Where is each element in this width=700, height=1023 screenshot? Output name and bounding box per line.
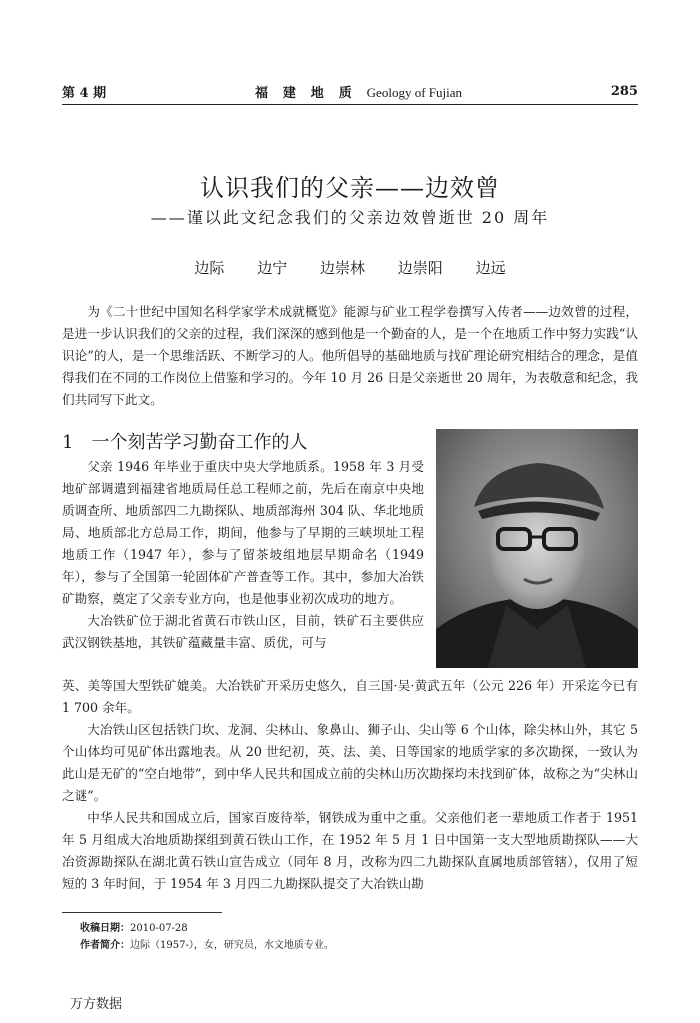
journal-name	[255, 82, 462, 101]
running-header	[62, 82, 638, 101]
author-name: 边际	[194, 259, 225, 277]
issue-label: 第 4 期	[62, 86, 107, 101]
author-name: 边崇林	[319, 259, 365, 277]
left-column-text	[62, 456, 424, 654]
body-paragraph: 英、美等国大型铁矿媲美。大冶铁矿开采历史悠久，自三国·吴·黄武五年（公元 226 年）开采迄今已有 1 700 余年。	[62, 678, 638, 715]
author-list	[0, 257, 700, 278]
journal-name-cn: 福 建 地 质	[254, 86, 357, 101]
intro-section	[62, 301, 638, 411]
body-paragraph: 中华人民共和国成立后，国家百废待举，钢铁成为重中之重。父亲他们老一辈地质工作者于 1951 年 5 月组成大冶地质勘探组到黄石铁山工作，在 1952 年 5 月 1 日中国第一支大型地质勘探队——大冶资源勘探队在湖北黄石铁山宣告成立（同年 8 月，改称为四二九勘探队直属地质部管辖），仅用了短短的 3 年时间，于 1954 年 3 月四二九勘探队提交了大冶铁山勘	[62, 810, 638, 891]
section-heading	[62, 428, 307, 454]
article-title: 认识我们的父亲——边效曾	[200, 174, 500, 202]
body-paragraph: 父亲 1946 年毕业于重庆中央大学地质系。1958 年 3 月受地矿部调遣到福建省地质局任总工程师之前，先后在南京中央地质调查所、地质部四二九勘探队、地质部海州 304 队、华北地质局、地质部北方总局工作，期间，他参与了早期的三峡坝址工程地质工作（1947 年），参与了留茶坡组地层早期命名（1949 年），参与了全国第一轮固体矿产普查等工作。其中，参加大冶铁矿勘察，奠定了父亲专业方向，也是他事业初次成功的地方。	[62, 459, 424, 606]
body-paragraph: 大冶铁山区包括铁门坎、龙洞、尖林山、象鼻山、狮子山、尖山等 6 个山体，除尖林山外，其它 5 个山体均可见矿体出露地表。从 20 世纪初，英、法、美、日等国家的地质学家的多次勘探，一致认为此山是无矿的“空白地带”，到中华人民共和国成立前的尖林山历次勘探均未找到矿体，故称之为“尖林山之谜”。	[62, 722, 638, 803]
author-name: 边宁	[257, 259, 288, 277]
body-paragraph: 大冶铁矿位于湖北省黄石市铁山区，目前，铁矿石主要供应武汉钢铁基地，其铁矿蕴藏量丰富、质优，可与	[62, 613, 424, 650]
author-name: 边远	[475, 259, 506, 277]
author-name: 边崇阳	[397, 259, 443, 277]
footnotes	[80, 920, 334, 954]
received-date: 收稿日期：2010-07-28	[80, 923, 188, 934]
header-divider	[62, 104, 638, 105]
page-number: 285	[610, 84, 638, 99]
portrait-illustration	[436, 429, 638, 668]
source-watermark: 万方数据	[70, 997, 123, 1012]
portrait-photo	[436, 429, 638, 668]
journal-name-en: Geology of Fujian	[366, 85, 462, 100]
intro-paragraph: 为《二十世纪中国知名科学家学术成就概览》能源与矿业工程学卷撰写入传者——边效曾的过程，是进一步认识我们的父亲的过程，我们深深的感到他是一个勤奋的人，是一个在地质工作中努力实践“认识论”的人，是一个思维活跃、不断学习的人。他所倡导的基础地质与找矿理论研究相结合的理念，是值得我们在不同的工作岗位上借鉴和学习的。今年 10 月 26 日是父亲逝世 20 周年，为表敬意和纪念，我们共同写下此文。	[62, 304, 638, 407]
section-title: 一个刻苦学习勤奋工作的人	[91, 432, 308, 453]
footnote-divider	[62, 912, 222, 913]
full-width-text	[62, 675, 638, 895]
article-subtitle: ——谨以此文纪念我们的父亲边效曾逝世 20 周年	[150, 208, 550, 227]
author-bio: 作者简介：边际（1957-），女，研究员，水文地质专业。	[80, 940, 334, 951]
section-number: 1	[62, 432, 74, 453]
